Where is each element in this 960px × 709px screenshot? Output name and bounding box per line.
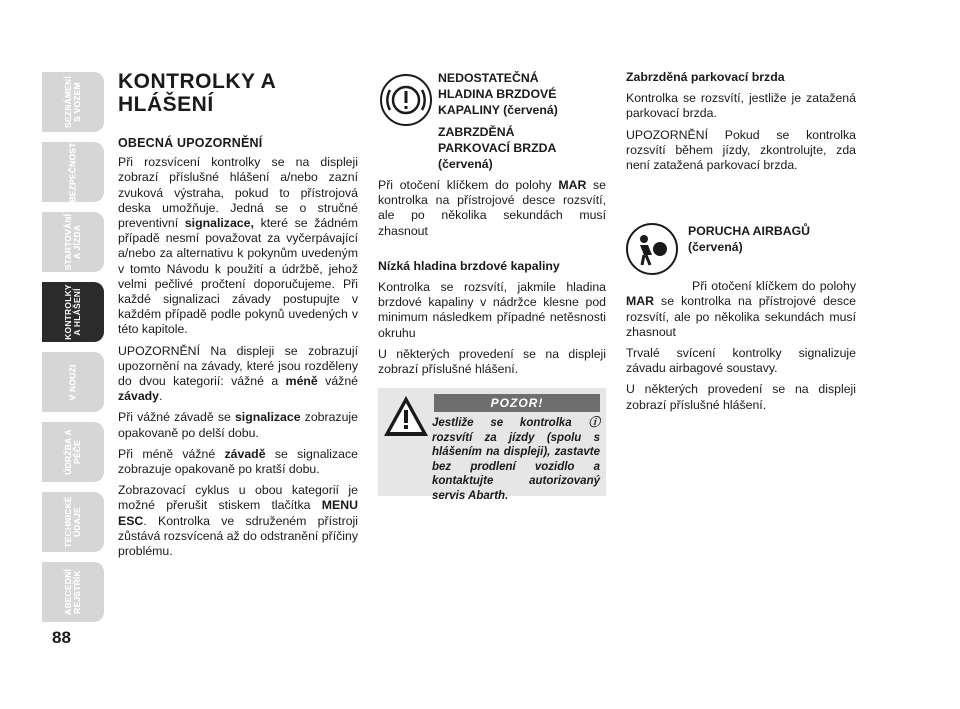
column-brake <box>378 70 606 383</box>
paragraph: UPOZORNĚNÍ Pokud se kontrolka rozsvítí během jízdy, zkontrolujte, zda není zatažená parkovací brzda. <box>626 127 856 173</box>
tab-label: STARTOVÁNÍ A JÍZDA <box>63 213 82 271</box>
paragraph: Trvalé svícení kontrolky signalizuje závadu airbagové soustavy. <box>626 346 856 376</box>
paragraph: UPOZORNĚNÍ Na displeji se zobrazují upozornění na závady, které jsou rozděleny do dvou kategorií: vážné a méně vážné závady. <box>118 343 358 404</box>
subheading: Nízká hladina brzdové kapaliny <box>378 258 560 273</box>
paragraph: Při otočení klíčkem do polohy MAR se kontrolka na přístrojové desce rozsvítí, ale po několika sekundách musí zhasnout <box>378 178 607 238</box>
paragraph: U některých provedení se na displeji zobrazí příslušné hlášení. <box>378 346 606 377</box>
paragraph: U některých provedení se na displeji zobrazí příslušné hlášení. <box>626 382 856 412</box>
page-number: 88 <box>52 628 71 647</box>
paragraph: Při otočení klíčkem do polohy MAR se kontrolka na přístrojové desce rozsvítí, ale po několika sekundách musí zhasnout <box>626 279 856 339</box>
tab-rejstrik[interactable] <box>42 562 104 622</box>
tab-label: BEZPEČNOST <box>67 141 78 203</box>
column-airbag <box>626 70 856 419</box>
section-heading: OBECNÁ UPOZORNĚNÍ <box>118 136 263 150</box>
brake-warning-icon <box>380 74 432 126</box>
airbag-icon <box>626 223 678 275</box>
warning-heading: NEDOSTATEČNÁ HLADINA BRZDOVÉ KAPALINY (červená) <box>438 71 558 117</box>
column-general <box>118 70 358 565</box>
tab-v-nouzi[interactable] <box>42 352 104 412</box>
warning-text: Jestliže se kontrolka ⓘ rozsvítí za jízdy (spolu s hlášením na displeji), zastavte bez prodlení vozidlo a kontaktujte autorizovaný servis Abarth. <box>432 417 600 502</box>
paragraph: Kontrolka se rozsvítí, jakmile hladina brzdové kapaliny v nádržce klesne pod minimum následkem případné netěsnosti okruhu <box>378 280 606 340</box>
tab-label: ÚDRŽBA A PÉČE <box>63 429 82 475</box>
tab-label: ABECEDNÍ REJSTŘÍK <box>63 569 82 615</box>
page-title: KONTROLKY A HLÁŠENÍ <box>118 70 276 116</box>
paragraph: Při vážné závadě se signalizace zobrazuje opakovaně po delší dobu. <box>118 410 358 440</box>
tab-label: SEZNÁMENÍ S VOZEM <box>63 76 82 128</box>
tab-label: TECHNICKÉ ÚDAJE <box>63 496 82 548</box>
paragraph: Kontrolka se rozsvítí, jestliže je zatažená parkovací brzda. <box>626 91 856 121</box>
subheading: Zabrzděná parkovací brzda <box>626 70 785 84</box>
tab-bezpecnost[interactable] <box>42 142 104 202</box>
tab-seznameni[interactable] <box>42 72 104 132</box>
tab-udrzba[interactable] <box>42 422 104 482</box>
paragraph: Při rozsvícení kontrolky se na displeji zobrazí příslušné hlášení a/nebo zazní zvuková výstraha, pokud to přístrojová deska umožňuje. Jedná se o stručné preventivní signalizace, které se žádném případě nesmí považovat za vyčerpávající a/nebo za alternativu k pokynům uvedeným v tomto Návodu k použití a údržbě, jehož velmi pečlivé pročtení doporučujeme. Při každé signalizaci závady postupujte v každém případě podle pokynů uvedených v této kapitole. <box>118 155 358 337</box>
tab-label: KONTROLKY A HLÁŠENÍ <box>63 284 82 340</box>
tab-startovani[interactable] <box>42 212 104 272</box>
warning-title: POZOR! <box>434 394 600 412</box>
airbag-block <box>626 223 856 293</box>
tab-technicke[interactable] <box>42 492 104 552</box>
paragraph: Při méně vážné závadě se signalizace zobrazuje opakovaně po kratší dobu. <box>118 446 358 477</box>
warning-heading: ZABRZDĚNÁ PARKOVACÍ BRZDA (červená) <box>438 125 556 171</box>
tab-label: V NOUZI <box>67 364 78 400</box>
chapter-tabs <box>42 72 104 632</box>
warning-box <box>378 388 606 502</box>
tab-kontrolky[interactable] <box>42 282 104 342</box>
paragraph: Zobrazovací cyklus u obou kategorií je možné přerušit stiskem tlačítka MENU ESC. Kontrolka ve sdruženém přístroji zůstává rozsvícená až do odstranění příčiny problému. <box>118 483 358 559</box>
warning-heading: PORUCHA AIRBAGŮ (červená) <box>688 224 811 255</box>
